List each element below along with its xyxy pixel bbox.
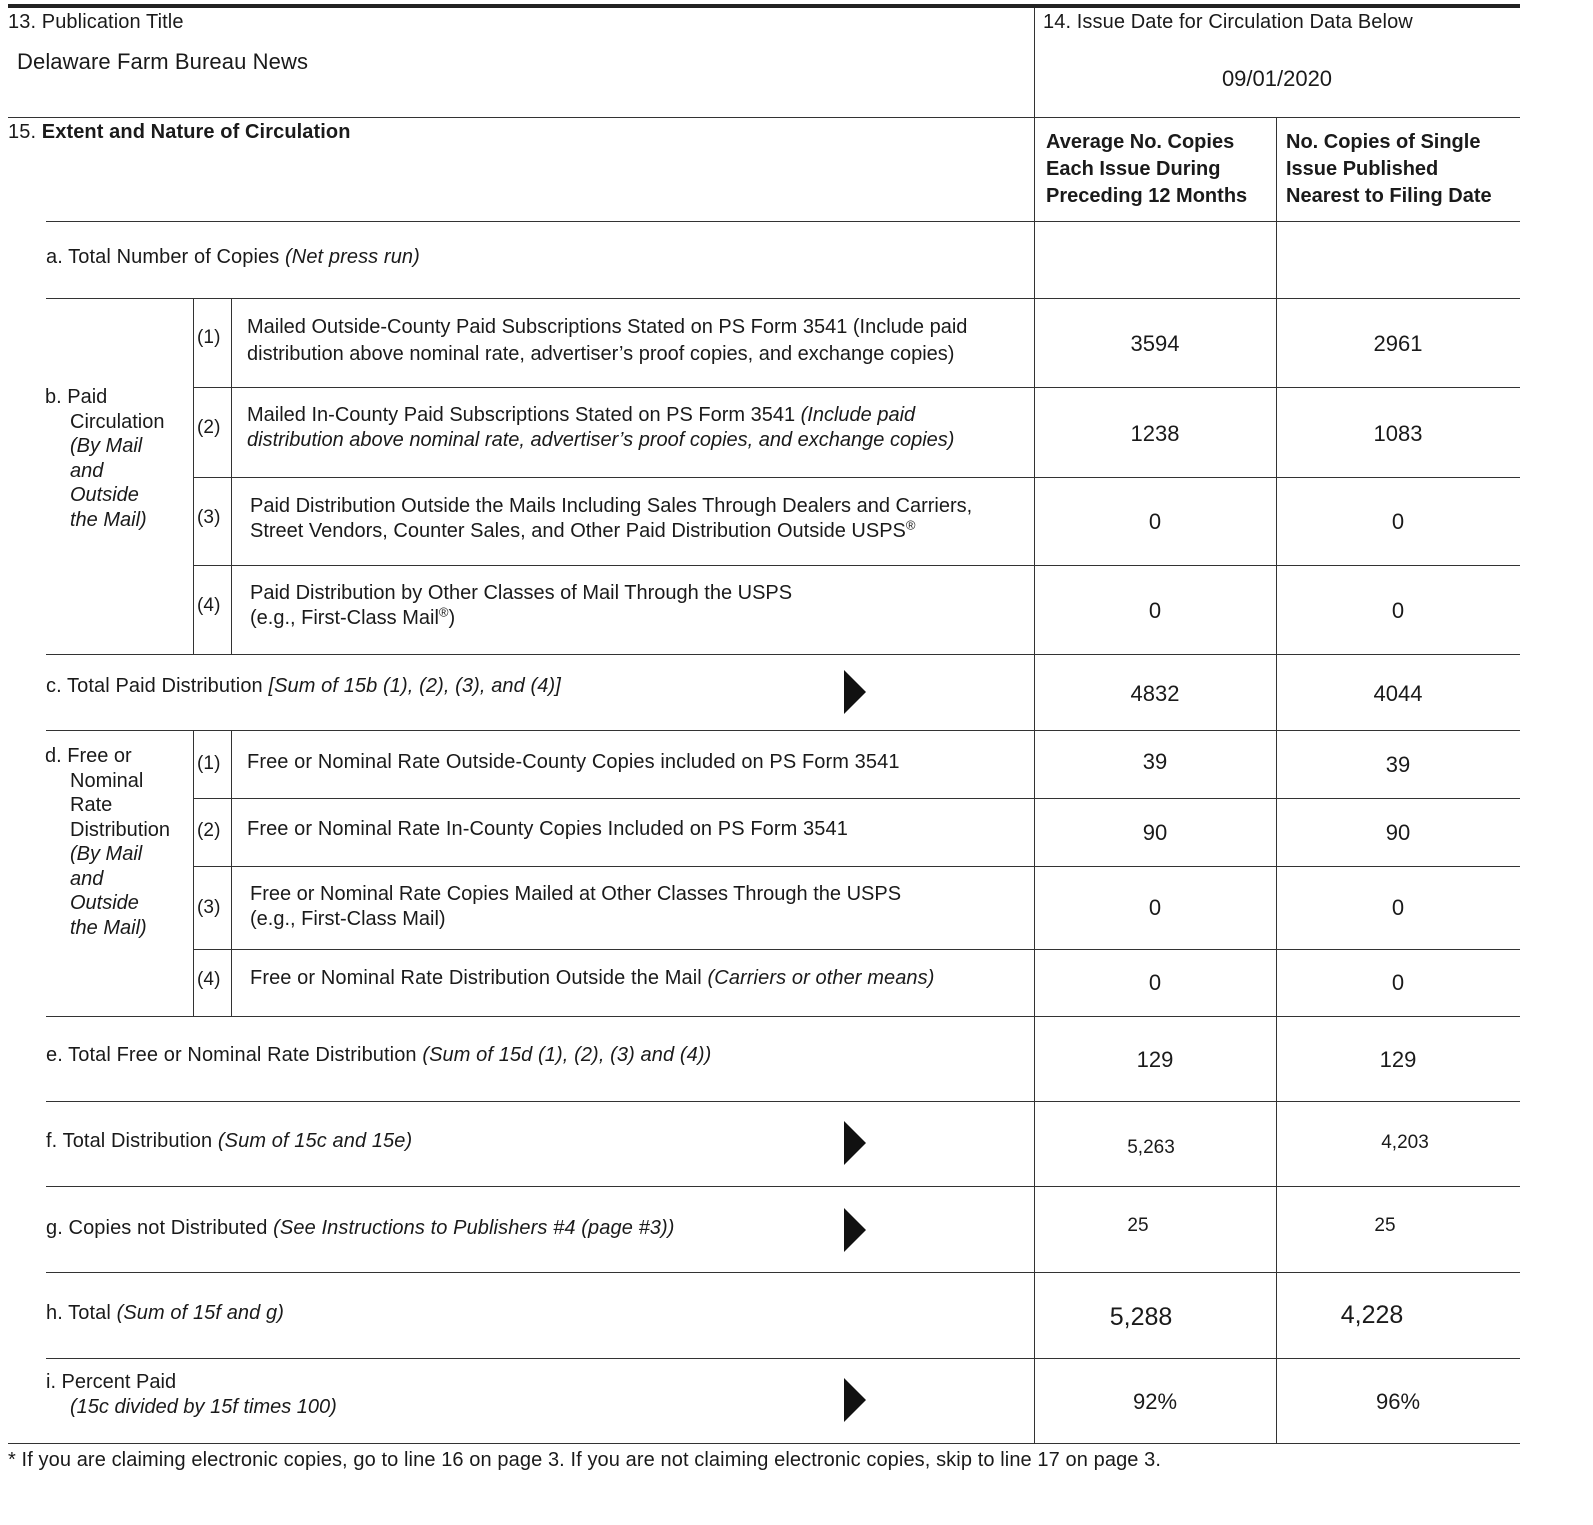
row-b3-description — [250, 494, 972, 543]
section-15-title: Extent and Nature of Circulation — [41, 121, 351, 143]
row-g-text: g. Copies not Distributed — [46, 1217, 274, 1239]
row-d-label-line: d. Free or — [45, 745, 132, 767]
col-header-average — [1046, 129, 1247, 210]
row-a-label — [46, 245, 420, 270]
row-b3-number: (3) — [197, 507, 221, 528]
row-d4-number: (4) — [197, 969, 221, 990]
row-b-label-line: b. Paid — [45, 386, 108, 408]
issue-date-value: 09/01/2020 — [1221, 66, 1333, 91]
rule-d3-bottom — [193, 949, 1520, 950]
row-g-single: 25 — [1374, 1215, 1396, 1236]
row-b3-single: 0 — [1391, 509, 1405, 534]
row-b4-line2-text: (e.g., First-Class Mail — [250, 606, 439, 629]
row-i-text: i. Percent Paid — [46, 1371, 177, 1393]
publication-title-label: 13. Publication Title — [8, 11, 184, 33]
row-d4-description — [250, 966, 935, 991]
row-b2-line1-text: Mailed In-County Paid Subscriptions Stated on PS Form 3541 — [247, 404, 801, 426]
row-b3-line — [250, 516, 972, 544]
row-i-single: 96% — [1375, 1389, 1421, 1414]
row-d-label-line: Distribution — [70, 818, 171, 841]
row-d2-single: 90 — [1385, 820, 1411, 845]
rule-i-bottom — [8, 1443, 1520, 1444]
row-h-text: h. Total — [46, 1302, 117, 1324]
rule-b-bottom — [46, 654, 1520, 655]
row-h-note: (Sum of 15f and g) — [116, 1302, 285, 1324]
rule-d-bottom — [46, 1016, 1520, 1017]
row-b4-line: Paid Distribution by Other Classes of Mail Through the USPS — [250, 582, 793, 604]
row-d3-description — [250, 882, 901, 931]
rule-d1-bottom — [193, 798, 1520, 799]
row-d2-description: Free or Nominal Rate In-County Copies Included on PS Form 3541 — [247, 818, 848, 840]
row-b1-single: 2961 — [1373, 331, 1423, 356]
row-d3-number: (3) — [197, 897, 221, 918]
row-b2-number: (2) — [197, 417, 221, 438]
row-c-average: 4832 — [1130, 681, 1180, 706]
row-b3-line: Paid Distribution Outside the Mails Including Sales Through Dealers and Carriers, — [250, 495, 973, 517]
b-num-right — [231, 298, 232, 654]
row-d3-average: 0 — [1148, 895, 1162, 920]
row-b1-number: (1) — [197, 327, 221, 348]
row-d2-number: (2) — [197, 820, 221, 841]
row-b3-line2-text: Street Vendors, Counter Sales, and Other Paid Distribution Outside USPS — [250, 519, 906, 542]
row-g-arrow-icon — [844, 1208, 866, 1252]
row-g-note: (See Instructions to Publishers #4 (page #3)) — [273, 1217, 675, 1239]
rule-g-bottom — [46, 1272, 1520, 1273]
row-f-arrow-icon — [844, 1121, 866, 1165]
row-b-label-line: Outside — [70, 484, 139, 506]
col-header-single-line: Nearest to Filing Date — [1286, 185, 1492, 207]
row-d4-text: Free or Nominal Rate Distribution Outside the Mail — [250, 967, 708, 989]
row-d3-single: 0 — [1391, 895, 1405, 920]
row-d3-line: Free or Nominal Rate Copies Mailed at Other Classes Through the USPS — [250, 883, 902, 905]
rule-f-bottom — [46, 1186, 1520, 1187]
row-f-text: f. Total Distribution — [46, 1130, 218, 1152]
row-b2-line — [247, 403, 954, 428]
row-d-label-line: Outside — [70, 892, 139, 914]
col-header-average-line: Each Issue During — [1046, 158, 1221, 180]
rule-header-bottom — [8, 117, 1520, 118]
row-g-average: 25 — [1127, 1215, 1149, 1236]
row-i-arrow-icon — [844, 1378, 866, 1422]
row-d-label — [45, 744, 170, 940]
row-d4-single: 0 — [1391, 970, 1405, 995]
row-d1-number: (1) — [197, 753, 221, 774]
row-i-average: 92% — [1132, 1389, 1178, 1414]
row-c-label — [46, 674, 561, 699]
rule-d2-bottom — [193, 866, 1520, 867]
row-f-average: 5,263 — [1127, 1137, 1175, 1158]
top-rule — [8, 4, 1520, 8]
row-h-average: 5,288 — [1109, 1303, 1173, 1331]
row-b1-description — [247, 314, 967, 368]
d-num-right — [231, 730, 232, 1016]
row-d3-line: (e.g., First-Class Mail) — [250, 907, 446, 930]
row-b4-line — [250, 603, 792, 631]
row-b2-average: 1238 — [1130, 421, 1180, 446]
col-header-single — [1286, 129, 1492, 210]
row-d-label-line: the Mail) — [70, 916, 147, 939]
rule-b3-bottom — [193, 565, 1520, 566]
row-f-note: (Sum of 15c and 15e) — [217, 1130, 413, 1152]
row-g-label — [46, 1216, 675, 1241]
row-c-single: 4044 — [1373, 681, 1423, 706]
issue-date-label: 14. Issue Date for Circulation Data Below — [1043, 11, 1413, 33]
row-h-single: 4,228 — [1340, 1301, 1404, 1329]
row-d1-description: Free or Nominal Rate Outside-County Copies included on PS Form 3541 — [247, 751, 900, 773]
b-num-left — [193, 298, 194, 654]
row-i-note: (15c divided by 15f times 100) — [70, 1395, 337, 1418]
registered-mark: ® — [438, 603, 449, 619]
row-c-arrow-icon — [844, 670, 866, 714]
rule-a-bottom — [46, 298, 1520, 299]
row-f-label — [46, 1129, 412, 1154]
row-c-note: [Sum of 15b (1), (2), (3), and (4)] — [268, 675, 561, 697]
rule-b2-bottom — [193, 477, 1520, 478]
row-e-single: 129 — [1379, 1047, 1417, 1072]
row-b2-description — [247, 403, 954, 452]
row-d-label-line: and — [70, 867, 104, 890]
row-e-label — [46, 1043, 711, 1068]
row-e-text: e. Total Free or Nominal Rate Distribution — [46, 1044, 423, 1066]
publication-title-value: Delaware Farm Bureau News — [17, 49, 309, 74]
row-b4-number: (4) — [197, 595, 221, 616]
row-b3-average: 0 — [1148, 509, 1162, 534]
row-e-note: (Sum of 15d (1), (2), (3) and (4)) — [422, 1044, 712, 1066]
row-b4-line2-end: ) — [448, 606, 456, 629]
row-b-label — [45, 385, 164, 532]
row-b4-single: 0 — [1391, 598, 1405, 623]
row-b1-average: 3594 — [1130, 331, 1180, 356]
col-header-single-line: No. Copies of Single — [1286, 131, 1481, 153]
rule-e-bottom — [46, 1101, 1520, 1102]
row-f-single: 4,203 — [1381, 1132, 1429, 1153]
row-b4-average: 0 — [1148, 598, 1162, 623]
row-d-label-line: Rate — [70, 794, 113, 816]
row-b-label-line: and — [70, 459, 104, 482]
row-d-label-line: Nominal — [70, 769, 144, 792]
section-15-number: 15. — [8, 121, 37, 143]
rule-c-bottom — [46, 730, 1520, 731]
row-d1-average: 39 — [1142, 749, 1168, 774]
col-divider-values — [1276, 117, 1277, 1443]
rule-col-header-bottom — [46, 221, 1520, 222]
section-15-heading — [8, 120, 351, 145]
row-h-label — [46, 1301, 284, 1326]
row-d1-single: 39 — [1385, 752, 1411, 777]
col-header-average-line: Average No. Copies — [1046, 131, 1235, 153]
row-b1-line: distribution above nominal rate, advertiser’s proof copies, and exchange copies) — [247, 343, 955, 365]
row-i-label — [46, 1370, 337, 1419]
row-a-text: a. Total Number of Copies — [46, 246, 280, 268]
row-b1-line: Mailed Outside-County Paid Subscriptions Stated on PS Form 3541 (Include paid — [247, 316, 968, 338]
footnote: * If you are claiming electronic copies, go to line 16 on page 3. If you are not claiming electronic copies, skip to line 17 on page 3. — [8, 1449, 1162, 1471]
row-d4-average: 0 — [1148, 970, 1162, 995]
row-c-text: c. Total Paid Distribution — [46, 675, 269, 697]
registered-mark: ® — [905, 516, 916, 532]
d-num-left — [193, 730, 194, 1016]
col-header-average-line: Preceding 12 Months — [1046, 185, 1248, 207]
rule-h-bottom — [46, 1358, 1520, 1359]
col-header-single-line: Issue Published — [1286, 158, 1439, 180]
row-d2-average: 90 — [1142, 820, 1168, 845]
rule-b1-bottom — [193, 387, 1520, 388]
row-b2-single: 1083 — [1373, 421, 1423, 446]
row-b2-line1-italic: (Include paid — [800, 404, 916, 426]
row-b4-description — [250, 581, 792, 630]
row-b-label-line: (By Mail — [70, 435, 143, 457]
row-b-label-line: the Mail) — [70, 508, 147, 531]
row-d-label-line: (By Mail — [70, 843, 143, 865]
row-b2-line: distribution above nominal rate, advertiser’s proof copies, and exchange copies) — [247, 428, 955, 451]
row-e-average: 129 — [1136, 1047, 1174, 1072]
row-b-label-line: Circulation — [70, 410, 165, 433]
row-d4-note: (Carriers or other means) — [707, 967, 935, 989]
row-a-note: (Net press run) — [285, 246, 420, 268]
